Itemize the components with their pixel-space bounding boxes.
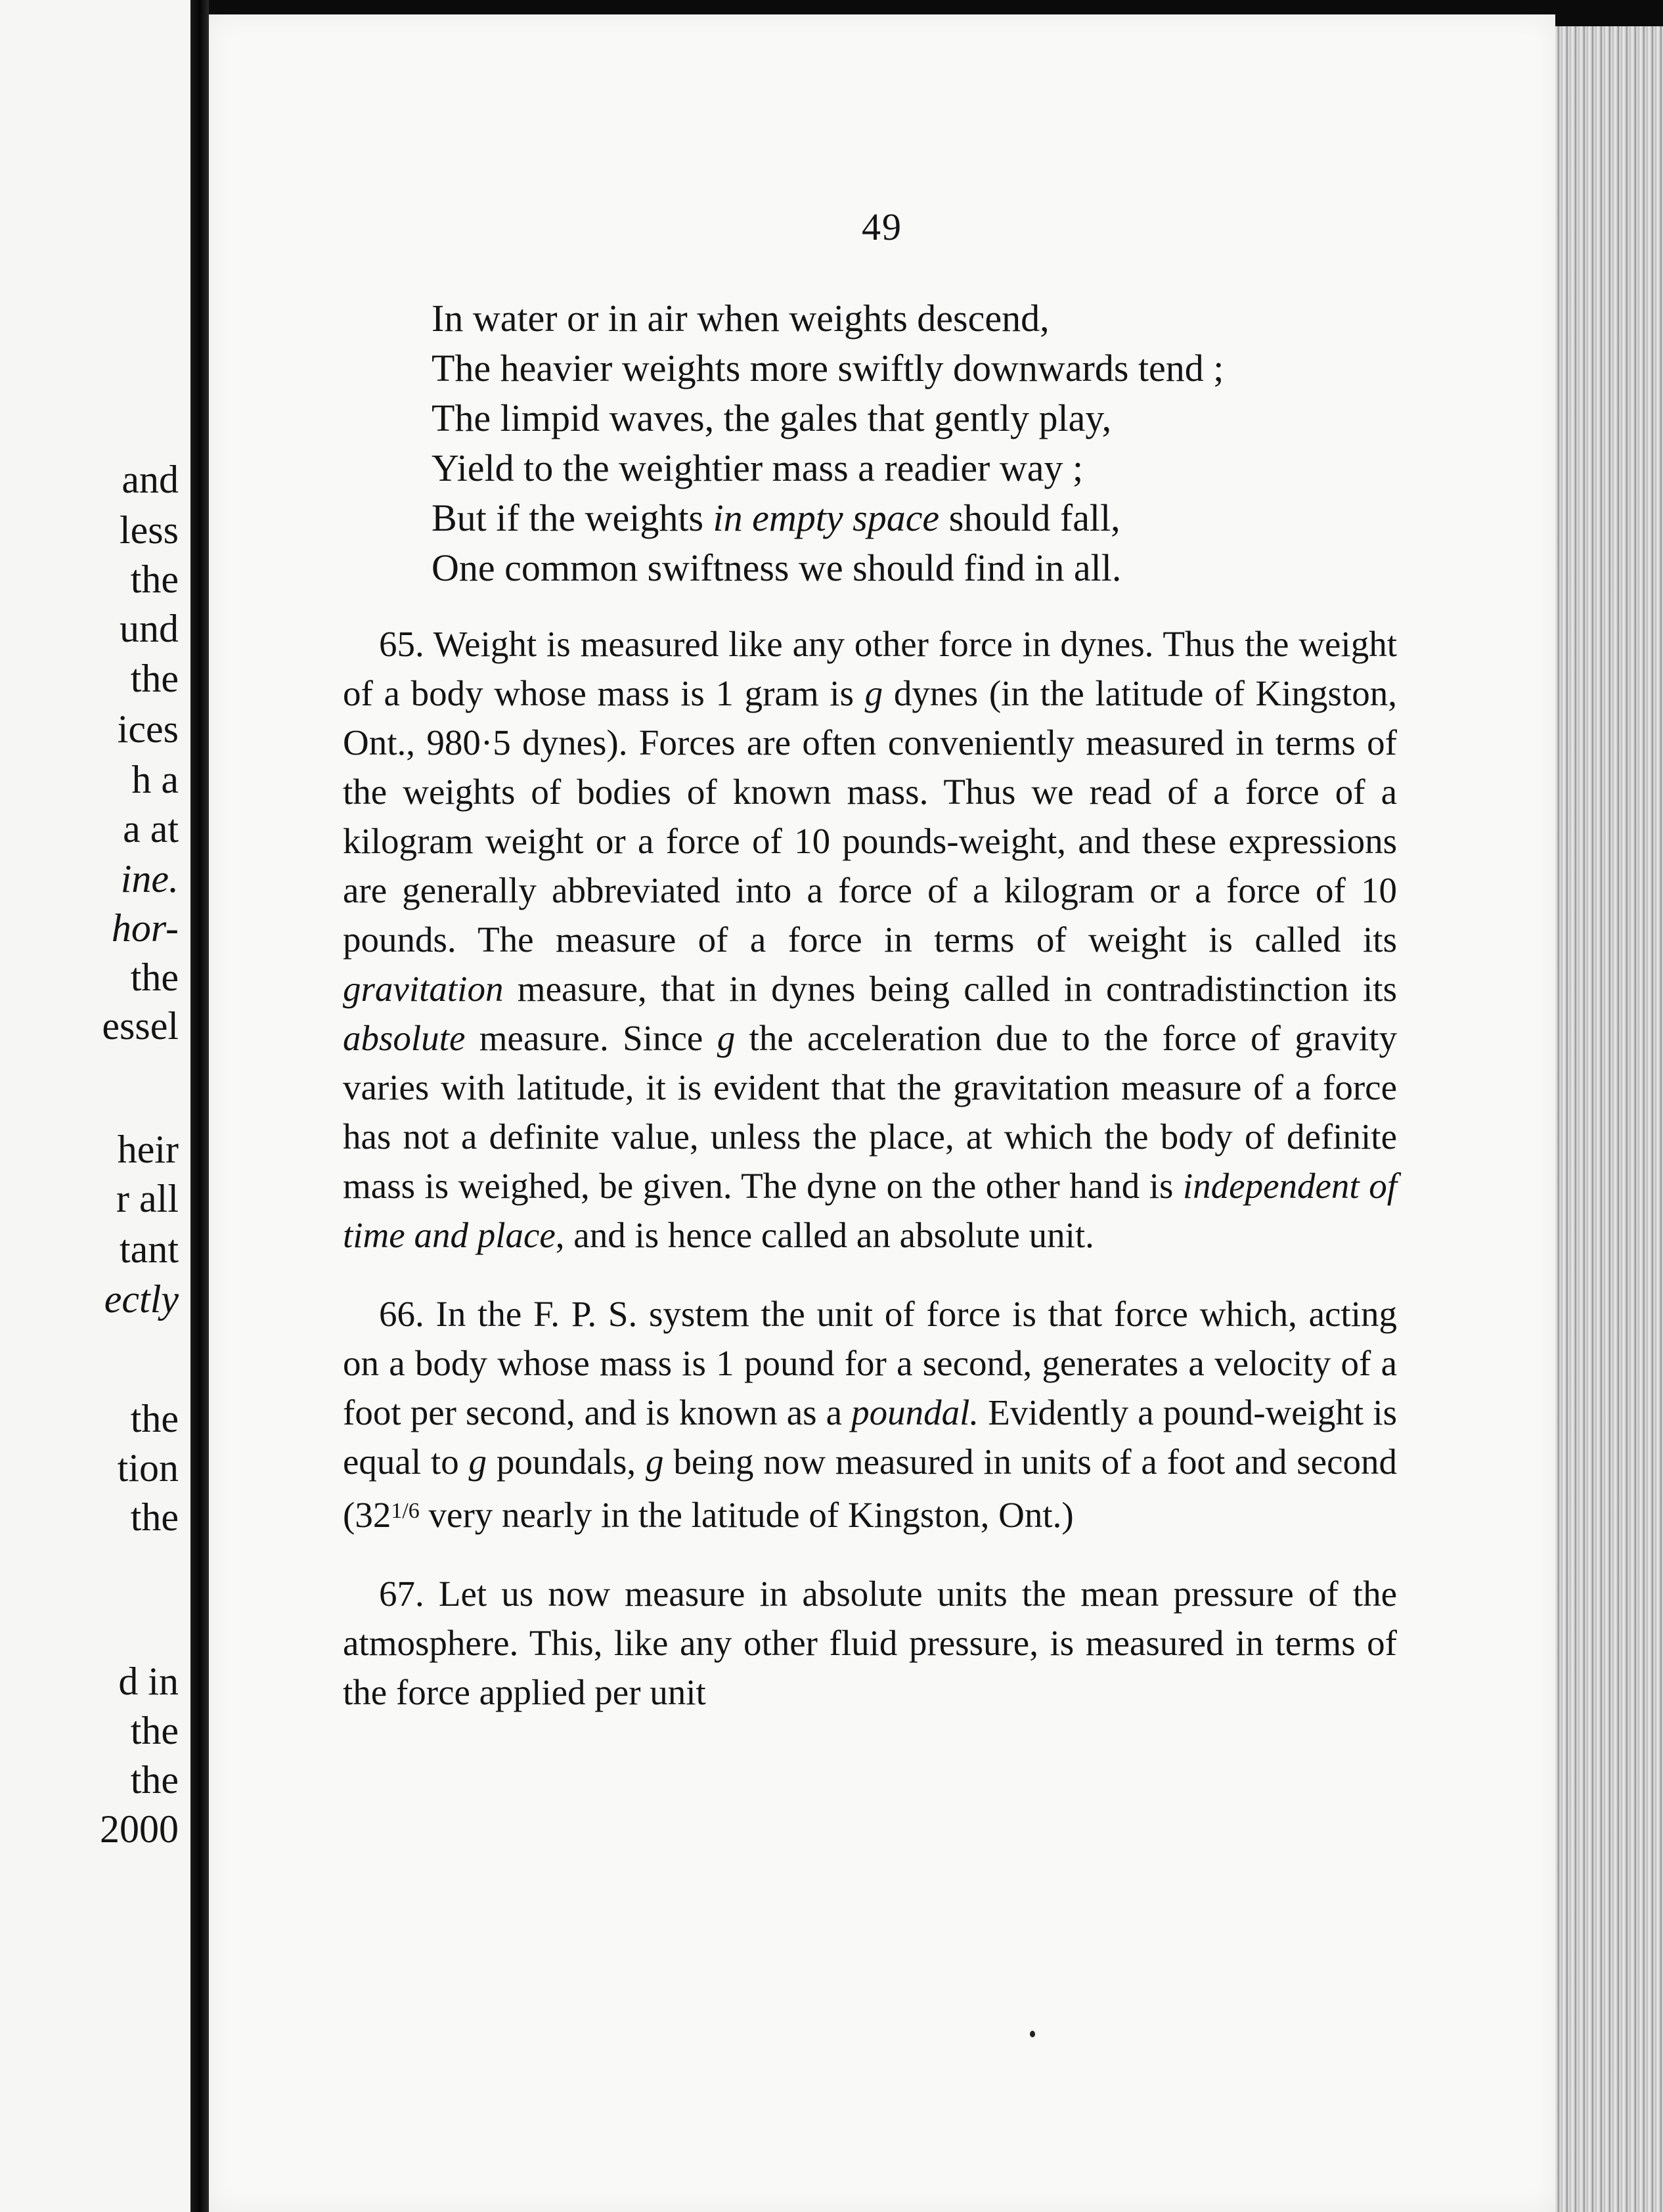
- term-gravitation: gravitation: [343, 969, 504, 1009]
- verse-quotation: [432, 294, 1397, 593]
- para-text: poundals,: [487, 1442, 646, 1482]
- left-fragment: a at: [123, 807, 179, 851]
- verse-emphasis: in empty space: [713, 497, 940, 539]
- verse-line: Yield to the weightier mass a readier way ;: [432, 447, 1084, 489]
- fraction: 1/6: [391, 1499, 420, 1523]
- verse-text: should fall,: [939, 497, 1120, 539]
- page-edges: [1555, 26, 1663, 2212]
- symbol-g: g: [468, 1442, 487, 1482]
- term-absolute: absolute: [343, 1018, 466, 1058]
- left-fragment: und: [120, 607, 179, 650]
- left-fragment: d in: [118, 1660, 179, 1703]
- left-fragment: ectly: [104, 1277, 179, 1321]
- left-fragment: the: [130, 1397, 179, 1440]
- left-fragment: tion: [117, 1446, 179, 1490]
- previous-page-fragment: [0, 0, 190, 2212]
- book-page: [209, 14, 1555, 2212]
- left-fragment: the: [130, 1709, 179, 1752]
- verse-line: One common swiftness we should find in all.: [432, 546, 1122, 589]
- symbol-g: g: [646, 1442, 664, 1482]
- verse-line: In water or in air when weights descend,: [432, 297, 1050, 340]
- paragraph-66: [343, 1289, 1397, 1539]
- symbol-g: g: [717, 1018, 736, 1058]
- scan-speck: [1030, 2031, 1035, 2037]
- para-text: 65. Weight is measured like any other force in dynes. Thus the weight of a body whose mass is 1 gram is: [343, 624, 1397, 713]
- verse-line: The limpid waves, the gales that gently play,: [432, 397, 1112, 439]
- book-gutter: [190, 0, 209, 2212]
- page-number: 49: [862, 206, 902, 248]
- verse-line: [432, 493, 1397, 543]
- para-text: , and is hence called an absolute unit.: [555, 1215, 1094, 1255]
- left-fragment: 2000: [100, 1807, 179, 1851]
- para-text: measure. Since: [465, 1018, 717, 1058]
- symbol-g: g: [864, 673, 883, 713]
- left-fragment: essel: [102, 1004, 179, 1048]
- para-text: measure, that in dynes being called in contradistinction its: [503, 969, 1397, 1009]
- left-fragment: and: [122, 458, 179, 501]
- left-fragment: r all: [116, 1177, 179, 1220]
- left-fragment: h a: [131, 758, 179, 801]
- para-text: Evidently a pound-weight is equal to: [343, 1392, 1397, 1482]
- para-text: 66. In the F. P. S. system the unit of force is that force which, acting on a body whose mass is 1 pound for a second, generates a velocity of a foot per second, and is known as a: [343, 1294, 1397, 1432]
- verse-text: But if the weights: [432, 497, 713, 539]
- verse-line: The heavier weights more swiftly downwards tend ;: [432, 347, 1224, 389]
- page-body: [343, 294, 1397, 1717]
- left-fragment: less: [120, 508, 179, 552]
- para-text: very nearly in the latitude of Kingston, Ont.): [419, 1495, 1074, 1535]
- left-fragment: tant: [120, 1228, 179, 1271]
- term-independent: independent of time and place: [343, 1166, 1397, 1255]
- left-fragment: ine.: [120, 857, 179, 900]
- left-fragment: the: [130, 1495, 179, 1539]
- left-fragment: the: [130, 558, 179, 601]
- left-fragment: the: [130, 657, 179, 700]
- para-text: the acceleration due to the force of gravity varies with latitude, it is evident that the gravitation measure of a force has not a definite value, unless the place, at which the body of definite mass is weighed, be given. The dyne on the other hand is: [343, 1018, 1397, 1206]
- term-poundal: poundal.: [851, 1392, 979, 1432]
- left-fragment: hor-: [111, 906, 179, 950]
- left-fragment: ices: [117, 707, 179, 751]
- left-fragment: heir: [117, 1128, 179, 1171]
- left-fragment: the: [130, 1758, 179, 1802]
- paragraph-65: [343, 619, 1397, 1260]
- left-fragment: the: [130, 956, 179, 999]
- para-text: being now measured in units of a foot and second (32: [343, 1442, 1397, 1535]
- paragraph-67: 67. Let us now measure in absolute units the mean pressure of the atmosphere. This, like any other fluid pressure, is measured in terms of the force applied per unit: [343, 1574, 1397, 1712]
- para-text: dynes (in the latitude of Kingston, Ont., 980·5 dynes). Forces are often conveniently measured in terms of the weights of bodies of known mass. Thus we read of a force of a kilogram weight or a force of 10 pounds-weight, and these expressions are generally abbreviated into a force of a kilogram or a force of 10 pounds. The measure of a force in terms of weight is called its: [343, 673, 1397, 960]
